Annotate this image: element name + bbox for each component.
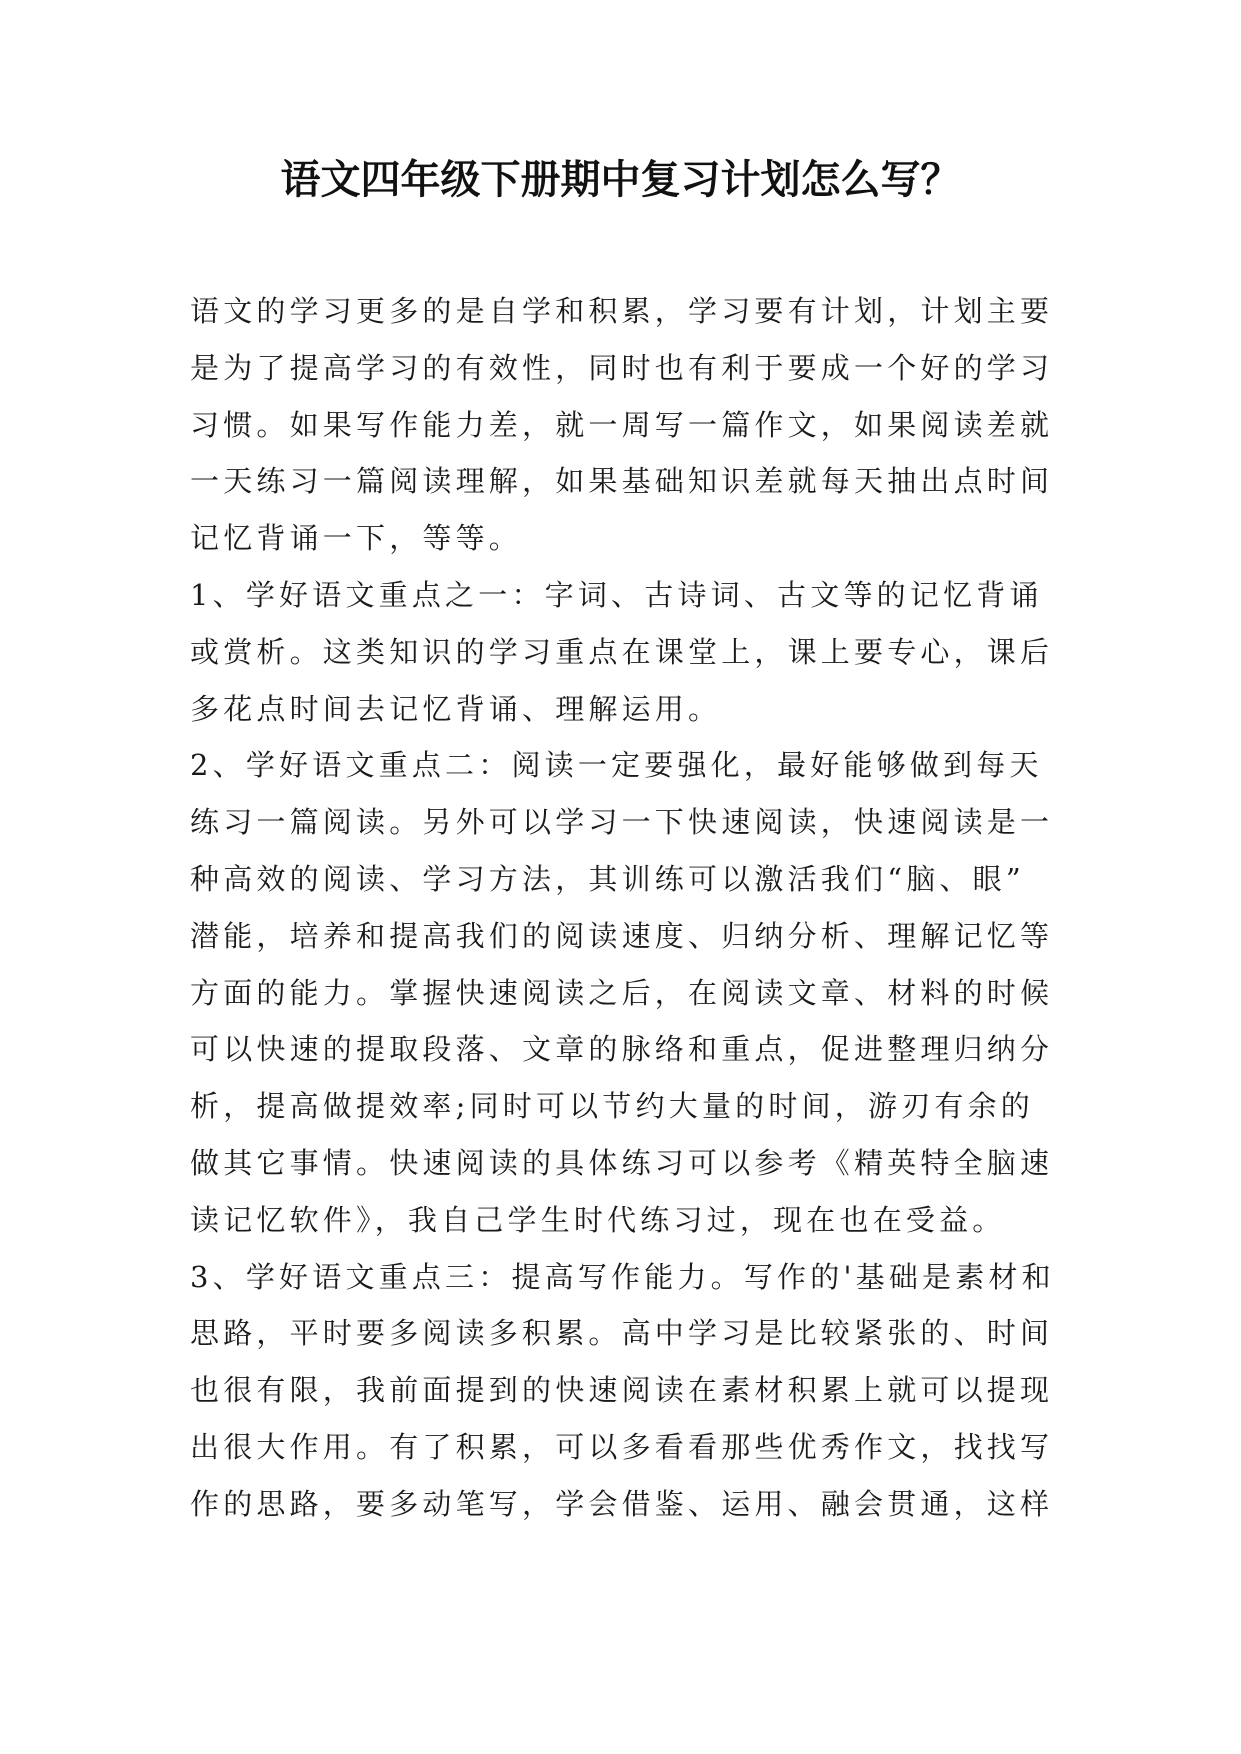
text-line: 一天练习一篇阅读理解，如果基础知识差就每天抽出点时间: [190, 464, 1054, 499]
text-line: 或赏析。这类知识的学习重点在课堂上，课上要专心，课后: [190, 634, 1054, 669]
text-line: 做其它事情。快速阅读的具体练习可以参考《精英特全脑速: [190, 1145, 1054, 1180]
text-line: 是为了提高学习的有效性，同时也有利于要成一个好的学习: [190, 350, 1054, 385]
text-line: 潜能，培养和提高我们的阅读速度、归纳分析、理解记忆等: [190, 918, 1054, 953]
text-line: 析，提高做提效率;同时可以节约大量的时间，游刃有余的: [190, 1089, 1034, 1124]
text-line: 出很大作用。有了积累，可以多看看那些优秀作文，找找写: [190, 1429, 1054, 1464]
text-line: 语文的学习更多的是自学和积累，学习要有计划，计划主要: [190, 294, 1054, 328]
text-line: 可以快速的提取段落、文章的脉络和重点，促进整理归纳分: [190, 1032, 1054, 1067]
document-title: 语文四年级下册期中复习计划怎么写？: [280, 156, 961, 203]
document-body: [190, 283, 1070, 1533]
text-line: 思路，平时要多阅读多积累。高中学习是比较紧张的、时间: [190, 1316, 1054, 1351]
text-line: 读记忆软件》，我自己学生时代练习过，现在也在受益。: [190, 1202, 1006, 1237]
text-line: 练习一篇阅读。另外可以学习一下快速阅读，快速阅读是一: [190, 805, 1054, 840]
text-line: 2、学好语文重点二：阅读一定要强化，最好能够做到每天: [190, 748, 1043, 783]
text-line: 1、学好语文重点之一：字词、古诗词、古文等的记忆背诵: [190, 577, 1043, 612]
text-line: 作的思路，要多动笔写，学会借鉴、运用、融会贯通，这样: [190, 1486, 1054, 1521]
text-line: 也很有限，我前面提到的快速阅读在素材积累上就可以提现: [190, 1373, 1054, 1408]
text-line: 方面的能力。掌握快速阅读之后，在阅读文章、材料的时候: [190, 975, 1054, 1010]
text-line: 种高效的阅读、学习方法，其训练可以激活我们“脑、眼”: [190, 861, 1025, 896]
text-line: 多花点时间去记忆背诵、理解运用。: [190, 691, 722, 726]
text-line: 习惯。如果写作能力差，就一周写一篇作文，如果阅读差就: [190, 407, 1054, 442]
text-line: 3、学好语文重点三：提高写作能力。写作的'基础是素材和: [190, 1259, 1055, 1294]
text-line: 记忆背诵一下，等等。: [190, 521, 523, 556]
